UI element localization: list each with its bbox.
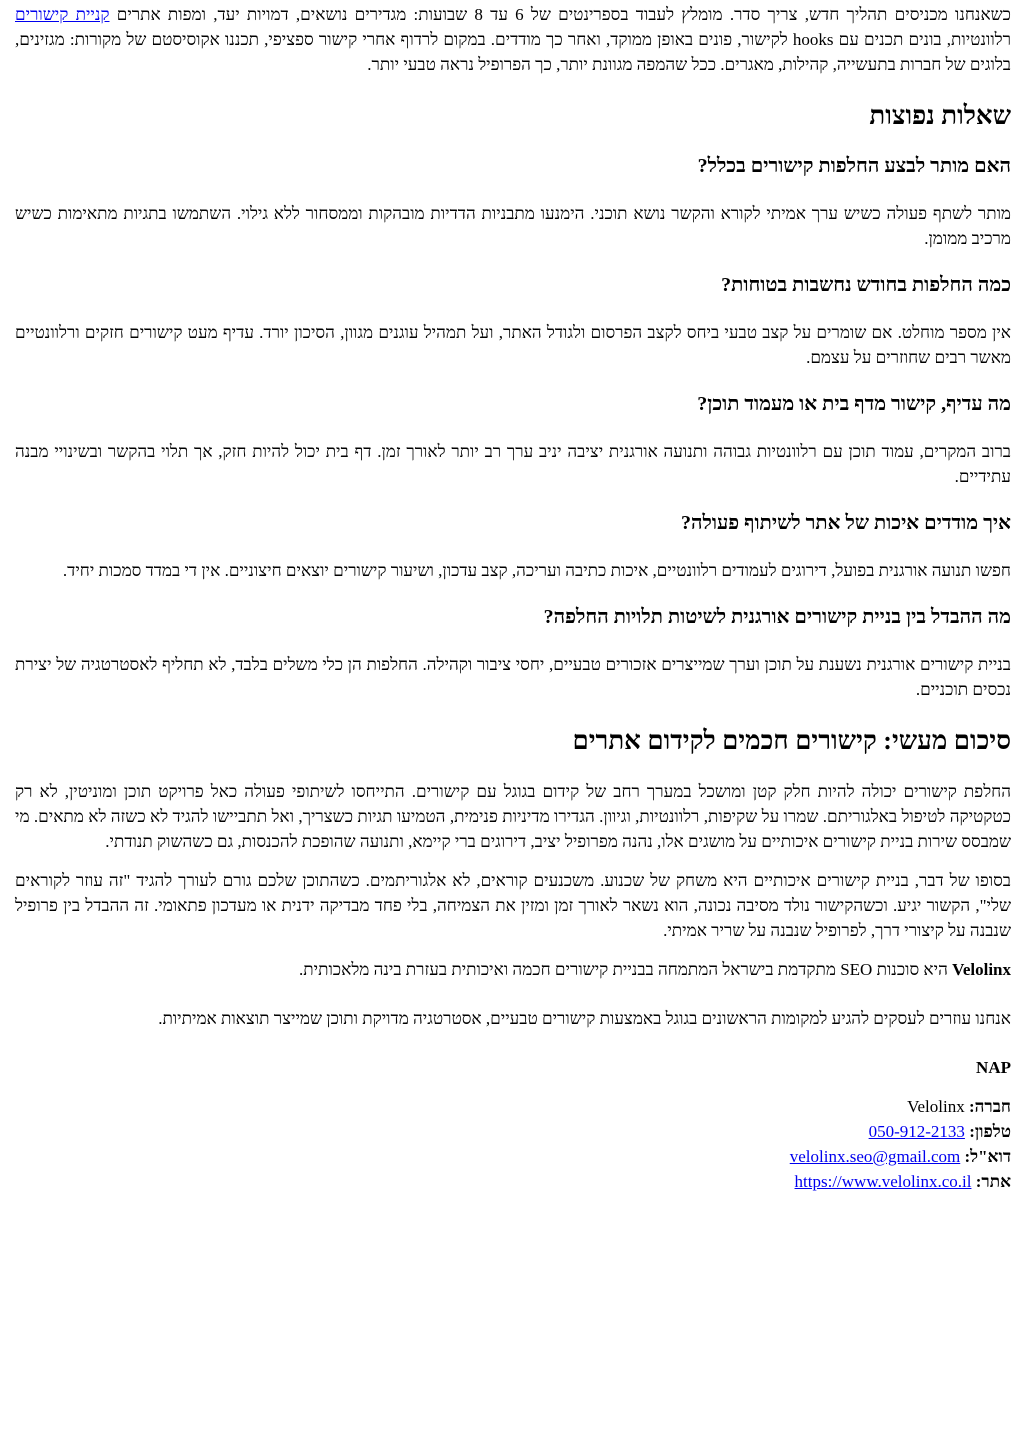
intro-text-before: כשאנחנו מכניסים תהליך חדש, צריך סדר. מומלץ לעבוד בספרינטים של 6 עד 8 שבועות: מגדירים נושאים, דמויות יעד, ומפות אתרים xyxy=(109,5,1011,24)
nap-email-label: דוא"ל: xyxy=(964,1147,1011,1166)
faq-question-3: מה עדיף, קישור מדף בית או מעמוד תוכן? xyxy=(697,393,1011,415)
summary-paragraph-2: בסופו של דבר, בניית קישורים איכותיים היא משחק של שכנוע. משכנעים קוראים, לא אלגוריתמים. כשהתוכן שלכם גורם לעורך להגיד "זה עוזר לקוראים שלי", הקשור יגיע. וכשהקישור נולד מסיבה נכונה, הוא נשאר לאורך זמן ומזין את הצמיחה, בלי פחד מבדיקה ידנית או מעדכון פתאומי. זה ההבדל בין פרופיל שנבנה על קיצורי דרך, לפרופיל שנבנה על שריר אמיתי. xyxy=(15,871,1011,940)
buy-links-link[interactable]: קניית קישורים xyxy=(15,5,110,24)
faq-question-5: מה ההבדל בין בניית קישורים אורגנית לשיטות תלויות החלפה? xyxy=(543,606,1011,628)
nap-company-label: חברה: xyxy=(968,1097,1011,1116)
summary-section-title: סיכום מעשי: קישורים חכמים לקידום אתרים xyxy=(572,726,1011,755)
closing-paragraph: אנחנו עוזרים לעסקים להגיע למקומות הראשונים בגוגל באמצעות קישורים טבעיים, אסטרטגיה מדויקת ותוכן שמייצר תוצאות אמיתיות. xyxy=(158,1009,1011,1028)
intro-text-after: רלוונטיות, בונים תכנים עם hooks לקישור, פונים באופן ממוקד, ואחר כך מודדים. במקום לרדוף אחרי קישור ספציפי, תכננו אקוסיסטם של מקורות: מגזינים, בלוגים של חברות בתעשייה, קהילות, מאגרים. ככל שהמפה מגוונת יותר, כך הפרופיל נראה טבעי יותר. xyxy=(15,30,1011,74)
faq-section-title: שאלות נפוצות xyxy=(869,101,1011,130)
nap-phone-label: טלפון: xyxy=(969,1122,1011,1141)
email-link[interactable]: velolinx.seo@gmail.com xyxy=(789,1147,961,1166)
faq-answer-4: חפשו תנועה אורגנית בפועל, דירוגים לעמודים רלוונטיים, איכות כתיבה ועריכה, קצב עדכון, ושיעור קישורים יוצאים חיצוניים. אין די במדד סמכות יחיד. xyxy=(62,561,1011,580)
nap-phone-line xyxy=(869,1122,1011,1141)
faq-answer-1: מותר לשתף פעולה כשיש ערך אמיתי לקורא והקשר נושא תוכני. הימנעו מתבניות הדדיות מובהקות וממסחור ללא גילוי. השתמשו בתגיות מתאימות כשיש מרכיב ממומן. xyxy=(15,204,1011,248)
about-paragraph xyxy=(15,957,1011,982)
website-link[interactable]: https://www.velolinx.co.il xyxy=(794,1172,972,1191)
nap-block xyxy=(15,1094,1011,1194)
faq-question-1: האם מותר לבצע החלפות קישורים בכלל? xyxy=(697,155,1011,177)
about-text: היא סוכנות SEO מתקדמת בישראל המתמחה בבניית קישורים חכמה ואיכותית בעזרת בינה מלאכותית. xyxy=(299,960,953,979)
nap-site-label: אתר: xyxy=(975,1172,1011,1191)
phone-link[interactable]: 050-912-2133 xyxy=(868,1122,965,1141)
nap-heading xyxy=(15,1055,1011,1080)
intro-paragraph xyxy=(15,2,1011,77)
faq-answer-2: אין מספר מוחלט. אם שומרים על קצב טבעי ביחס לקצב הפרסום ולגודל האתר, ועל תמהיל עוגנים מגוון, הסיכון יורד. עדיף מעט קישורים חזקים ורלוונטיים מאשר רבים שחוזרים על עצמם. xyxy=(15,323,1011,367)
faq-answer-5: בניית קישורים אורגנית נשענת על תוכן וערך שמייצרים אזכורים טבעיים, יחסי ציבור וקהילה. החלפות הן כלי משלים בלבד, לא תחליף לאסטרטגיה של יצירת נכסים תוכניים. xyxy=(15,655,1011,699)
nap-heading-text: NAP xyxy=(976,1058,1011,1077)
faq-question-4: איך מודדים איכות של אתר לשיתוף פעולה? xyxy=(680,512,1011,534)
nap-company-value: Velolinx xyxy=(907,1097,965,1116)
nap-site-line xyxy=(795,1172,1011,1191)
nap-company-line xyxy=(907,1097,1011,1116)
brand-name: Velolinx xyxy=(952,960,1011,979)
nap-email-line xyxy=(790,1147,1011,1166)
summary-paragraph-1: החלפת קישורים יכולה להיות חלק קטן ומושכל במערך רחב של קידום בגוגל עם קישורים. התייחסו לשיתופי פעולה כאל פרויקט תוכן ומוניטין, לא רק כטקטיקה לטיפול באלגוריתם. שמרו על שקיפות, רלוונטיות, וגיוון. הגדירו מדיניות פנימית, הטמיעו תגיות כשצריך, ואל תתביישו להגיד לא כשזה לא מתאים. מי שמבסס שירות בניית קישורים איכותיים על מושגים אלו, נהנה מפרופיל יציב, דירוגים ברי קיימא, ותנועה שהופכת להכנסות, גם כשהשוק תנודתי. xyxy=(15,782,1011,851)
faq-answer-3: ברוב המקרים, עמוד תוכן עם רלוונטיות גבוהה ותנועה אורגנית יציבה יניב ערך רב יותר לאורך זמן. דף בית יכול להיות חזק, אך תלוי בהקשר ובשינויי מבנה עתידיים. xyxy=(15,442,1011,486)
faq-question-2: כמה החלפות בחודש נחשבות בטוחות? xyxy=(721,274,1011,296)
